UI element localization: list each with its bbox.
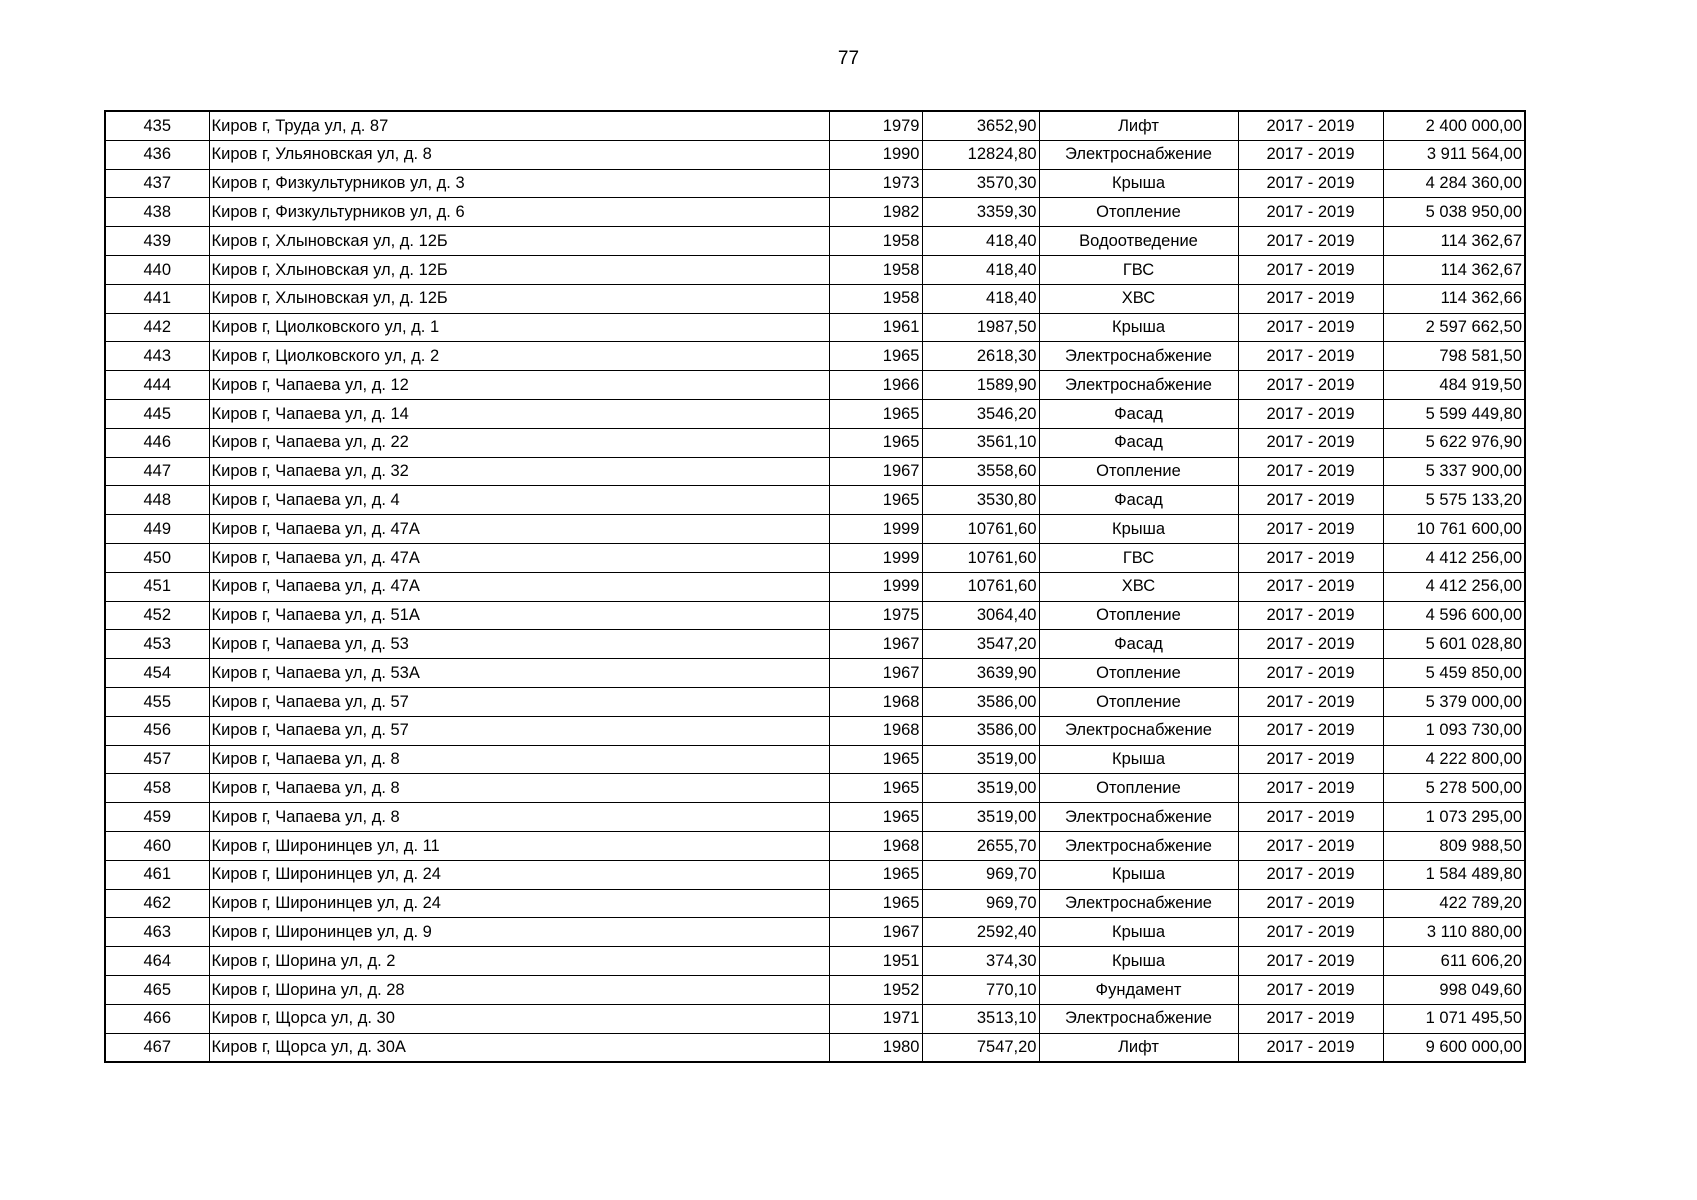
- work-type-cell: Водоотведение: [1039, 227, 1238, 256]
- period-cell: 2017 - 2019: [1238, 1004, 1383, 1033]
- table-row: [105, 169, 1525, 198]
- period-cell: 2017 - 2019: [1238, 716, 1383, 745]
- table-row: [105, 975, 1525, 1004]
- work-type-cell: Электроснабжение: [1039, 831, 1238, 860]
- work-type-cell: Крыша: [1039, 169, 1238, 198]
- period-cell: 2017 - 2019: [1238, 630, 1383, 659]
- table-row: [105, 313, 1525, 342]
- work-type-cell: Крыша: [1039, 745, 1238, 774]
- work-type-cell: Отопление: [1039, 774, 1238, 803]
- address-cell: Киров г, Чапаева ул, д. 47А: [209, 543, 829, 572]
- work-type-cell: Электроснабжение: [1039, 889, 1238, 918]
- year-built-cell: 1967: [829, 918, 922, 947]
- period-cell: 2017 - 2019: [1238, 889, 1383, 918]
- table-row: [105, 342, 1525, 371]
- period-cell: 2017 - 2019: [1238, 687, 1383, 716]
- table-row: [105, 716, 1525, 745]
- address-cell: Киров г, Физкультурников ул, д. 3: [209, 169, 829, 198]
- period-cell: 2017 - 2019: [1238, 169, 1383, 198]
- row-number: 443: [105, 342, 209, 371]
- table-row: [105, 457, 1525, 486]
- area-cell: 969,70: [922, 889, 1039, 918]
- address-cell: Киров г, Хлыновская ул, д. 12Б: [209, 227, 829, 256]
- year-built-cell: 1999: [829, 543, 922, 572]
- cost-cell: 114 362,67: [1383, 227, 1525, 256]
- year-built-cell: 1968: [829, 831, 922, 860]
- address-cell: Киров г, Чапаева ул, д. 8: [209, 774, 829, 803]
- cost-cell: 1 073 295,00: [1383, 803, 1525, 832]
- row-number: 453: [105, 630, 209, 659]
- address-cell: Киров г, Циолковского ул, д. 2: [209, 342, 829, 371]
- table-row: [105, 111, 1525, 140]
- year-built-cell: 1965: [829, 486, 922, 515]
- period-cell: 2017 - 2019: [1238, 284, 1383, 313]
- address-cell: Киров г, Чапаева ул, д. 57: [209, 687, 829, 716]
- area-cell: 2618,30: [922, 342, 1039, 371]
- cost-cell: 5 038 950,00: [1383, 198, 1525, 227]
- cost-cell: 5 599 449,80: [1383, 399, 1525, 428]
- row-number: 439: [105, 227, 209, 256]
- table-row: [105, 918, 1525, 947]
- table-row: [105, 889, 1525, 918]
- table-body: [105, 111, 1525, 1062]
- work-type-cell: Лифт: [1039, 111, 1238, 140]
- area-cell: 10761,60: [922, 543, 1039, 572]
- cost-cell: 484 919,50: [1383, 371, 1525, 400]
- table-row: [105, 745, 1525, 774]
- area-cell: 3570,30: [922, 169, 1039, 198]
- row-number: 438: [105, 198, 209, 227]
- work-type-cell: Электроснабжение: [1039, 716, 1238, 745]
- work-type-cell: Отопление: [1039, 659, 1238, 688]
- work-type-cell: Крыша: [1039, 860, 1238, 889]
- address-cell: Киров г, Шорина ул, д. 2: [209, 947, 829, 976]
- area-cell: 3530,80: [922, 486, 1039, 515]
- cost-cell: 114 362,66: [1383, 284, 1525, 313]
- row-number: 442: [105, 313, 209, 342]
- year-built-cell: 1966: [829, 371, 922, 400]
- area-cell: 1987,50: [922, 313, 1039, 342]
- period-cell: 2017 - 2019: [1238, 313, 1383, 342]
- address-cell: Киров г, Широнинцев ул, д. 24: [209, 889, 829, 918]
- table-row: [105, 399, 1525, 428]
- year-built-cell: 1961: [829, 313, 922, 342]
- area-cell: 418,40: [922, 284, 1039, 313]
- cost-cell: 809 988,50: [1383, 831, 1525, 860]
- period-cell: 2017 - 2019: [1238, 140, 1383, 169]
- period-cell: 2017 - 2019: [1238, 947, 1383, 976]
- work-type-cell: Крыша: [1039, 313, 1238, 342]
- row-number: 451: [105, 572, 209, 601]
- work-type-cell: Отопление: [1039, 687, 1238, 716]
- cost-cell: 5 575 133,20: [1383, 486, 1525, 515]
- address-cell: Киров г, Чапаева ул, д. 57: [209, 716, 829, 745]
- work-type-cell: Крыша: [1039, 515, 1238, 544]
- period-cell: 2017 - 2019: [1238, 572, 1383, 601]
- cost-cell: 1 093 730,00: [1383, 716, 1525, 745]
- row-number: 462: [105, 889, 209, 918]
- area-cell: 418,40: [922, 227, 1039, 256]
- table-row: [105, 428, 1525, 457]
- area-cell: 3586,00: [922, 687, 1039, 716]
- cost-cell: 5 379 000,00: [1383, 687, 1525, 716]
- year-built-cell: 1979: [829, 111, 922, 140]
- year-built-cell: 1965: [829, 774, 922, 803]
- work-type-cell: Фундамент: [1039, 975, 1238, 1004]
- period-cell: 2017 - 2019: [1238, 342, 1383, 371]
- area-cell: 2592,40: [922, 918, 1039, 947]
- period-cell: 2017 - 2019: [1238, 457, 1383, 486]
- address-cell: Киров г, Чапаева ул, д. 32: [209, 457, 829, 486]
- period-cell: 2017 - 2019: [1238, 111, 1383, 140]
- area-cell: 3652,90: [922, 111, 1039, 140]
- cost-cell: 1 071 495,50: [1383, 1004, 1525, 1033]
- table-row: [105, 630, 1525, 659]
- area-cell: 3519,00: [922, 803, 1039, 832]
- row-number: 467: [105, 1033, 209, 1062]
- address-cell: Киров г, Чапаева ул, д. 22: [209, 428, 829, 457]
- address-cell: Киров г, Чапаева ул, д. 53: [209, 630, 829, 659]
- period-cell: 2017 - 2019: [1238, 745, 1383, 774]
- period-cell: 2017 - 2019: [1238, 227, 1383, 256]
- year-built-cell: 1971: [829, 1004, 922, 1033]
- period-cell: 2017 - 2019: [1238, 860, 1383, 889]
- address-cell: Киров г, Чапаева ул, д. 8: [209, 745, 829, 774]
- year-built-cell: 1965: [829, 803, 922, 832]
- area-cell: 7547,20: [922, 1033, 1039, 1062]
- period-cell: 2017 - 2019: [1238, 428, 1383, 457]
- work-type-cell: Фасад: [1039, 428, 1238, 457]
- row-number: 444: [105, 371, 209, 400]
- row-number: 436: [105, 140, 209, 169]
- table-row: [105, 255, 1525, 284]
- address-cell: Киров г, Чапаева ул, д. 47А: [209, 572, 829, 601]
- year-built-cell: 1958: [829, 284, 922, 313]
- year-built-cell: 1967: [829, 659, 922, 688]
- address-cell: Киров г, Щорса ул, д. 30: [209, 1004, 829, 1033]
- area-cell: 3546,20: [922, 399, 1039, 428]
- address-cell: Киров г, Чапаева ул, д. 8: [209, 803, 829, 832]
- table-row: [105, 947, 1525, 976]
- area-cell: 3586,00: [922, 716, 1039, 745]
- year-built-cell: 1999: [829, 572, 922, 601]
- table-row: [105, 140, 1525, 169]
- year-built-cell: 1968: [829, 687, 922, 716]
- year-built-cell: 1951: [829, 947, 922, 976]
- area-cell: 3359,30: [922, 198, 1039, 227]
- cost-cell: 3 911 564,00: [1383, 140, 1525, 169]
- cost-cell: 998 049,60: [1383, 975, 1525, 1004]
- address-cell: Киров г, Хлыновская ул, д. 12Б: [209, 255, 829, 284]
- work-type-cell: Отопление: [1039, 457, 1238, 486]
- cost-cell: 114 362,67: [1383, 255, 1525, 284]
- row-number: 445: [105, 399, 209, 428]
- address-cell: Киров г, Чапаева ул, д. 53А: [209, 659, 829, 688]
- table-row: [105, 774, 1525, 803]
- year-built-cell: 1965: [829, 860, 922, 889]
- address-cell: Киров г, Физкультурников ул, д. 6: [209, 198, 829, 227]
- work-type-cell: Электроснабжение: [1039, 1004, 1238, 1033]
- year-built-cell: 1965: [829, 342, 922, 371]
- year-built-cell: 1973: [829, 169, 922, 198]
- row-number: 454: [105, 659, 209, 688]
- work-type-cell: Фасад: [1039, 486, 1238, 515]
- address-cell: Киров г, Широнинцев ул, д. 11: [209, 831, 829, 860]
- period-cell: 2017 - 2019: [1238, 515, 1383, 544]
- table-row: [105, 572, 1525, 601]
- area-cell: 3547,20: [922, 630, 1039, 659]
- year-built-cell: 1965: [829, 399, 922, 428]
- work-type-cell: Фасад: [1039, 399, 1238, 428]
- period-cell: 2017 - 2019: [1238, 486, 1383, 515]
- area-cell: 2655,70: [922, 831, 1039, 860]
- table-row: [105, 860, 1525, 889]
- table-row: [105, 198, 1525, 227]
- work-type-cell: Отопление: [1039, 601, 1238, 630]
- row-number: 450: [105, 543, 209, 572]
- year-built-cell: 1999: [829, 515, 922, 544]
- cost-cell: 1 584 489,80: [1383, 860, 1525, 889]
- year-built-cell: 1952: [829, 975, 922, 1004]
- row-number: 463: [105, 918, 209, 947]
- cost-cell: 5 278 500,00: [1383, 774, 1525, 803]
- cost-cell: 2 400 000,00: [1383, 111, 1525, 140]
- cost-cell: 5 622 976,90: [1383, 428, 1525, 457]
- period-cell: 2017 - 2019: [1238, 255, 1383, 284]
- area-cell: 12824,80: [922, 140, 1039, 169]
- address-cell: Киров г, Труда ул, д. 87: [209, 111, 829, 140]
- period-cell: 2017 - 2019: [1238, 399, 1383, 428]
- cost-cell: 9 600 000,00: [1383, 1033, 1525, 1062]
- row-number: 460: [105, 831, 209, 860]
- address-cell: Киров г, Ульяновская ул, д. 8: [209, 140, 829, 169]
- row-number: 448: [105, 486, 209, 515]
- period-cell: 2017 - 2019: [1238, 774, 1383, 803]
- year-built-cell: 1965: [829, 889, 922, 918]
- cost-cell: 5 337 900,00: [1383, 457, 1525, 486]
- cost-cell: 4 412 256,00: [1383, 572, 1525, 601]
- cost-cell: 611 606,20: [1383, 947, 1525, 976]
- area-cell: 418,40: [922, 255, 1039, 284]
- work-type-cell: Крыша: [1039, 918, 1238, 947]
- address-cell: Киров г, Щорса ул, д. 30А: [209, 1033, 829, 1062]
- table-row: [105, 284, 1525, 313]
- address-cell: Киров г, Широнинцев ул, д. 9: [209, 918, 829, 947]
- address-cell: Киров г, Чапаева ул, д. 4: [209, 486, 829, 515]
- address-cell: Киров г, Широнинцев ул, д. 24: [209, 860, 829, 889]
- address-cell: Киров г, Циолковского ул, д. 1: [209, 313, 829, 342]
- year-built-cell: 1965: [829, 428, 922, 457]
- row-number: 457: [105, 745, 209, 774]
- year-built-cell: 1958: [829, 255, 922, 284]
- row-number: 466: [105, 1004, 209, 1033]
- area-cell: 3064,40: [922, 601, 1039, 630]
- cost-cell: 798 581,50: [1383, 342, 1525, 371]
- address-cell: Киров г, Чапаева ул, д. 47А: [209, 515, 829, 544]
- period-cell: 2017 - 2019: [1238, 1033, 1383, 1062]
- address-cell: Киров г, Хлыновская ул, д. 12Б: [209, 284, 829, 313]
- table-row: [105, 371, 1525, 400]
- row-number: 458: [105, 774, 209, 803]
- work-type-cell: Крыша: [1039, 947, 1238, 976]
- year-built-cell: 1990: [829, 140, 922, 169]
- table-row: [105, 486, 1525, 515]
- period-cell: 2017 - 2019: [1238, 198, 1383, 227]
- row-number: 452: [105, 601, 209, 630]
- area-cell: 3519,00: [922, 774, 1039, 803]
- work-type-cell: Фасад: [1039, 630, 1238, 659]
- row-number: 465: [105, 975, 209, 1004]
- table-row: [105, 515, 1525, 544]
- cost-cell: 5 601 028,80: [1383, 630, 1525, 659]
- period-cell: 2017 - 2019: [1238, 918, 1383, 947]
- cost-cell: 4 412 256,00: [1383, 543, 1525, 572]
- period-cell: 2017 - 2019: [1238, 975, 1383, 1004]
- cost-cell: 5 459 850,00: [1383, 659, 1525, 688]
- area-cell: 3639,90: [922, 659, 1039, 688]
- table-row: [105, 601, 1525, 630]
- row-number: 437: [105, 169, 209, 198]
- row-number: 464: [105, 947, 209, 976]
- area-cell: 3558,60: [922, 457, 1039, 486]
- table-row: [105, 1033, 1525, 1062]
- table-row: [105, 803, 1525, 832]
- year-built-cell: 1958: [829, 227, 922, 256]
- area-cell: 770,10: [922, 975, 1039, 1004]
- year-built-cell: 1967: [829, 630, 922, 659]
- work-type-cell: Лифт: [1039, 1033, 1238, 1062]
- page-number: 77: [837, 48, 860, 69]
- row-number: 449: [105, 515, 209, 544]
- work-type-cell: ХВС: [1039, 572, 1238, 601]
- row-number: 461: [105, 860, 209, 889]
- work-type-cell: Электроснабжение: [1039, 342, 1238, 371]
- work-type-cell: Электроснабжение: [1039, 371, 1238, 400]
- table-row: [105, 831, 1525, 860]
- area-cell: 3513,10: [922, 1004, 1039, 1033]
- work-type-cell: ХВС: [1039, 284, 1238, 313]
- table-row: [105, 659, 1525, 688]
- period-cell: 2017 - 2019: [1238, 601, 1383, 630]
- address-cell: Киров г, Чапаева ул, д. 12: [209, 371, 829, 400]
- row-number: 455: [105, 687, 209, 716]
- area-cell: 10761,60: [922, 515, 1039, 544]
- year-built-cell: 1975: [829, 601, 922, 630]
- area-cell: 969,70: [922, 860, 1039, 889]
- work-type-cell: ГВС: [1039, 543, 1238, 572]
- cost-cell: 2 597 662,50: [1383, 313, 1525, 342]
- area-cell: 1589,90: [922, 371, 1039, 400]
- period-cell: 2017 - 2019: [1238, 831, 1383, 860]
- area-cell: 10761,60: [922, 572, 1039, 601]
- row-number: 459: [105, 803, 209, 832]
- cost-cell: 4 222 800,00: [1383, 745, 1525, 774]
- year-built-cell: 1968: [829, 716, 922, 745]
- row-number: 435: [105, 111, 209, 140]
- repair-registry-table: [104, 110, 1526, 1063]
- table-row: [105, 1004, 1525, 1033]
- work-type-cell: Электроснабжение: [1039, 803, 1238, 832]
- address-cell: Киров г, Чапаева ул, д. 14: [209, 399, 829, 428]
- cost-cell: 10 761 600,00: [1383, 515, 1525, 544]
- work-type-cell: ГВС: [1039, 255, 1238, 284]
- work-type-cell: Отопление: [1039, 198, 1238, 227]
- year-built-cell: 1980: [829, 1033, 922, 1062]
- year-built-cell: 1982: [829, 198, 922, 227]
- area-cell: 3561,10: [922, 428, 1039, 457]
- row-number: 456: [105, 716, 209, 745]
- row-number: 447: [105, 457, 209, 486]
- year-built-cell: 1967: [829, 457, 922, 486]
- address-cell: Киров г, Шорина ул, д. 28: [209, 975, 829, 1004]
- table-row: [105, 227, 1525, 256]
- area-cell: 374,30: [922, 947, 1039, 976]
- table-row: [105, 687, 1525, 716]
- cost-cell: 422 789,20: [1383, 889, 1525, 918]
- year-built-cell: 1965: [829, 745, 922, 774]
- period-cell: 2017 - 2019: [1238, 659, 1383, 688]
- work-type-cell: Электроснабжение: [1039, 140, 1238, 169]
- cost-cell: 3 110 880,00: [1383, 918, 1525, 947]
- cost-cell: 4 284 360,00: [1383, 169, 1525, 198]
- period-cell: 2017 - 2019: [1238, 543, 1383, 572]
- area-cell: 3519,00: [922, 745, 1039, 774]
- period-cell: 2017 - 2019: [1238, 371, 1383, 400]
- address-cell: Киров г, Чапаева ул, д. 51А: [209, 601, 829, 630]
- row-number: 441: [105, 284, 209, 313]
- period-cell: 2017 - 2019: [1238, 803, 1383, 832]
- table-row: [105, 543, 1525, 572]
- row-number: 440: [105, 255, 209, 284]
- cost-cell: 4 596 600,00: [1383, 601, 1525, 630]
- row-number: 446: [105, 428, 209, 457]
